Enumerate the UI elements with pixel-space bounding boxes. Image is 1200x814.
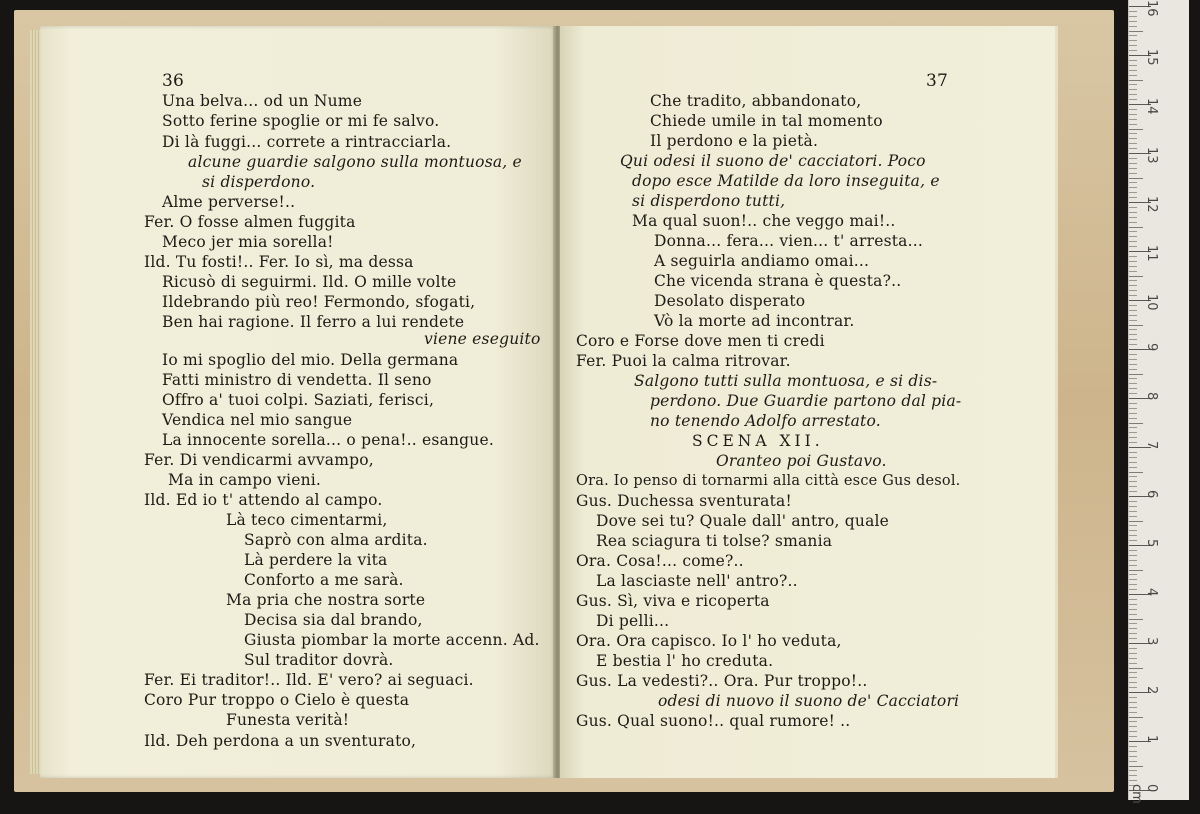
- ruler-tick: [1129, 50, 1137, 51]
- text-line: Gus. Qual suono!.. qual rumore! ..: [576, 712, 851, 730]
- ruler-label: 16: [1144, 0, 1159, 17]
- text-line: Di là fuggi... correte a rintracciarla.: [162, 133, 452, 151]
- text-line: Vò la morte ad incontrar.: [654, 312, 855, 330]
- ruler-tick: [1129, 133, 1137, 134]
- ruler-tick: [1129, 550, 1137, 551]
- ruler-tick: [1129, 525, 1137, 526]
- ruler-tick: [1129, 173, 1137, 174]
- ruler-tick: [1129, 467, 1137, 468]
- ruler-tick: [1129, 457, 1137, 458]
- ruler-tick: [1129, 574, 1137, 575]
- ruler-label: 8: [1144, 392, 1159, 401]
- ruler-tick: [1129, 354, 1137, 355]
- ruler-tick: [1129, 182, 1137, 183]
- ruler-tick: [1129, 359, 1137, 360]
- ruler-tick: [1129, 378, 1137, 379]
- ruler-tick: [1129, 486, 1137, 487]
- ruler-label: 3: [1144, 637, 1159, 646]
- ruler-tick: [1129, 383, 1137, 384]
- scene-heading: SCENA XII.: [692, 432, 824, 450]
- text-line: Ma in campo vieni.: [168, 471, 322, 489]
- ruler-label: 5: [1144, 539, 1159, 548]
- text-line: Io mi spoglio del mio. Della germana: [162, 351, 459, 369]
- ruler-tick: [1129, 476, 1137, 477]
- text-line: Offro a' tuoi colpi. Saziati, ferisci,: [162, 391, 435, 409]
- ruler-tick: [1129, 65, 1137, 66]
- ruler-tick: [1129, 780, 1137, 781]
- ruler-tick: [1129, 21, 1137, 22]
- stage-direction: viene eseguito: [424, 330, 541, 348]
- text-line: Ild. Tu fosti!.. Fer. Io sì, ma dessa: [144, 253, 414, 271]
- ruler-tick: [1129, 658, 1137, 659]
- ruler-tick: [1129, 570, 1143, 571]
- ruler-tick: [1129, 584, 1137, 585]
- ruler-label: 14: [1144, 98, 1159, 115]
- text-line: Ora. Cosa!... come?..: [576, 552, 744, 570]
- ruler-tick: [1129, 687, 1137, 688]
- text-line: Ildebrando più reo! Fermondo, sfogati,: [162, 293, 476, 311]
- ruler-tick: [1129, 472, 1143, 473]
- ruler-tick: [1129, 491, 1137, 492]
- text-line: Donna... fera... vien... t' arresta...: [654, 232, 923, 250]
- text-line: Gus. Duchessa sventurata!: [576, 492, 792, 510]
- text-line: Fer. Puoi la calma ritrovar.: [576, 352, 791, 370]
- ruler-tick: [1129, 766, 1143, 767]
- ruler-tick: [1129, 403, 1137, 404]
- ruler-tick: [1129, 516, 1137, 517]
- ruler-tick: [1129, 236, 1137, 237]
- ruler-tick: [1129, 261, 1137, 262]
- text-line: Coro Pur troppo o Cielo è questa: [144, 691, 410, 709]
- ruler-tick: [1129, 746, 1137, 747]
- text-line: Dove sei tu? Quale dall' antro, quale: [596, 512, 890, 530]
- ruler-tick: [1129, 413, 1137, 414]
- ruler-tick: [1129, 511, 1137, 512]
- ruler-tick: [1129, 393, 1137, 394]
- ruler-tick: [1129, 246, 1137, 247]
- ruler-tick: [1129, 70, 1137, 71]
- ruler-tick: [1129, 481, 1137, 482]
- ruler-label: 10: [1144, 294, 1159, 311]
- ruler-tick: [1129, 579, 1137, 580]
- left-page: [40, 26, 556, 778]
- text-line: La innocente sorella... o pena!.. esangue.: [162, 431, 494, 449]
- text-line: Decisa sia dal brando,: [244, 611, 423, 629]
- ruler-tick: [1129, 266, 1137, 267]
- ruler-tick: [1129, 432, 1137, 433]
- ruler-tick: [1129, 11, 1137, 12]
- measuring-ruler: [1128, 0, 1189, 804]
- ruler-tick: [1129, 45, 1137, 46]
- ruler-tick: [1129, 212, 1137, 213]
- ruler-tick: [1129, 168, 1137, 169]
- ruler-tick: [1129, 192, 1137, 193]
- ruler-tick: [1129, 530, 1137, 531]
- ruler-tick: [1129, 158, 1137, 159]
- ruler-tick: [1129, 521, 1143, 522]
- text-line: Il perdono e la pietà.: [650, 132, 819, 150]
- ruler-label: 4: [1144, 588, 1159, 597]
- text-line: Gus. Sì, viva e ricoperta: [576, 592, 770, 610]
- ruler-tick: [1129, 599, 1137, 600]
- text-line: Ora. Ora capisco. Io l' ho veduta,: [576, 632, 842, 650]
- stage-direction: si disperdono tutti,: [632, 192, 786, 210]
- ruler-tick: [1129, 565, 1137, 566]
- ruler-tick: [1129, 276, 1143, 277]
- ruler-tick: [1129, 756, 1137, 757]
- text-line: Ma qual suon!.. che veggo mai!..: [632, 212, 896, 230]
- ruler-tick: [1129, 241, 1137, 242]
- text-line: Desolato disperato: [654, 292, 806, 310]
- scene-subtitle: Oranteo poi Gustavo.: [716, 452, 887, 470]
- ruler-tick: [1129, 80, 1143, 81]
- stage-direction: dopo esce Matilde da loro inseguita, e: [632, 172, 940, 190]
- stage-direction: no tenendo Adolfo arrestato.: [650, 412, 881, 430]
- ruler-tick: [1129, 648, 1137, 649]
- ruler-tick: [1129, 374, 1143, 375]
- ruler-tick: [1129, 677, 1137, 678]
- ruler-label: 15: [1144, 49, 1159, 66]
- ruler-tick: [1129, 751, 1137, 752]
- text-line: Conforto a me sarà.: [244, 571, 404, 589]
- ruler-tick: [1129, 736, 1137, 737]
- ruler-tick: [1129, 364, 1137, 365]
- text-line: Sul traditor dovrà.: [244, 651, 394, 669]
- ruler-tick: [1129, 423, 1143, 424]
- ruler-tick: [1129, 222, 1137, 223]
- ruler-tick: [1129, 452, 1137, 453]
- text-line: Sotto ferine spoglie or mi fe salvo.: [162, 112, 440, 130]
- text-line: Ild. Deh perdona a un sventurato,: [144, 732, 417, 750]
- text-line: Funesta verità!: [226, 711, 350, 729]
- ruler-tick: [1129, 94, 1137, 95]
- text-line: Vendica nel mio sangue: [162, 411, 353, 429]
- ruler-tick: [1129, 462, 1137, 463]
- ruler-tick: [1129, 775, 1137, 776]
- text-line: Ben hai ragione. Il ferro a lui rendete: [162, 313, 465, 331]
- ruler-tick: [1129, 721, 1137, 722]
- ruler-tick: [1129, 256, 1137, 257]
- ruler-tick: [1129, 124, 1137, 125]
- text-line: Fer. Ei traditor!.. Ild. E' vero? ai seguaci.: [144, 671, 474, 689]
- ruler-tick: [1129, 663, 1137, 664]
- ruler-tick: [1129, 707, 1137, 708]
- stage-direction: perdono. Due Guardie partono dal pia-: [650, 392, 962, 410]
- ruler-tick: [1129, 89, 1137, 90]
- ruler-tick: [1129, 231, 1137, 232]
- ruler-tick: [1129, 604, 1137, 605]
- ruler-tick: [1129, 119, 1137, 120]
- stage-direction: alcune guardie salgono sulla montuosa, e: [188, 153, 522, 171]
- text-line: Rea sciagura ti tolse? smania: [596, 532, 833, 550]
- text-line: Ild. Ed io t' attendo al campo.: [144, 491, 383, 509]
- ruler-tick: [1129, 633, 1137, 634]
- ruler-tick: [1129, 717, 1143, 718]
- ruler-tick: [1129, 109, 1137, 110]
- ruler-tick: [1129, 672, 1137, 673]
- ruler-tick: [1129, 60, 1137, 61]
- ruler-tick: [1129, 623, 1137, 624]
- ruler-tick: [1129, 668, 1143, 669]
- ruler-tick: [1129, 138, 1137, 139]
- ruler-label: 13: [1144, 147, 1159, 164]
- ruler-tick: [1129, 770, 1137, 771]
- ruler-tick: [1129, 40, 1137, 41]
- right-page: [560, 26, 1058, 778]
- ruler-tick: [1129, 761, 1137, 762]
- ruler-tick: [1129, 555, 1137, 556]
- ruler-tick: [1129, 697, 1137, 698]
- text-line: Coro e Forse dove men ti credi: [576, 332, 825, 350]
- ruler-tick: [1129, 285, 1137, 286]
- ruler-tick: [1129, 271, 1137, 272]
- ruler-tick: [1129, 540, 1137, 541]
- ruler-tick: [1129, 35, 1137, 36]
- ruler-tick: [1129, 506, 1137, 507]
- ruler-label: 2: [1144, 686, 1159, 695]
- ruler-tick: [1129, 334, 1137, 335]
- ruler-tick: [1129, 388, 1137, 389]
- ruler-tick: [1129, 290, 1137, 291]
- ruler-tick: [1129, 129, 1143, 130]
- ruler-tick: [1129, 148, 1137, 149]
- ruler-tick: [1129, 609, 1137, 610]
- ruler-tick: [1129, 16, 1137, 17]
- text-line: Là teco cimentarmi,: [226, 511, 388, 529]
- text-line: Giusta piombar la morte accenn. Ad.: [244, 631, 540, 649]
- ruler-tick: [1129, 628, 1137, 629]
- ruler-tick: [1129, 501, 1137, 502]
- ruler-tick: [1129, 75, 1137, 76]
- ruler-label: 0 cm: [1129, 784, 1159, 804]
- ruler-tick: [1129, 143, 1137, 144]
- text-line: Alme perverse!..: [162, 193, 296, 211]
- ruler-tick: [1129, 614, 1137, 615]
- text-line: Che vicenda strana è questa?..: [654, 272, 902, 290]
- text-line: E bestia l' ho creduta.: [596, 652, 774, 670]
- ruler-tick: [1129, 217, 1137, 218]
- text-line: A seguirla andiamo omai...: [654, 252, 870, 270]
- ruler-tick: [1129, 712, 1137, 713]
- text-line: Ma pria che nostra sorte: [226, 591, 426, 609]
- ruler-tick: [1129, 187, 1137, 188]
- ruler-tick: [1129, 295, 1137, 296]
- ruler-tick: [1129, 207, 1137, 208]
- text-line: Fer. O fosse almen fuggita: [144, 213, 356, 231]
- ruler-tick: [1129, 369, 1137, 370]
- ruler-tick: [1129, 437, 1137, 438]
- ruler-tick: [1129, 408, 1137, 409]
- ruler-tick: [1129, 638, 1137, 639]
- ruler-tick: [1129, 702, 1137, 703]
- ruler-tick: [1129, 535, 1137, 536]
- text-line: Ora. Io penso di tornarmi alla città esce Gus desol.: [576, 473, 961, 489]
- text-line: Ricusò di seguirmi. Ild. O mille volte: [162, 273, 457, 291]
- ruler-tick: [1129, 325, 1143, 326]
- text-line: Fatti ministro di vendetta. Il seno: [162, 371, 432, 389]
- ruler-tick: [1129, 305, 1137, 306]
- text-line: La lasciaste nell' antro?..: [596, 572, 798, 590]
- ruler-tick: [1129, 31, 1143, 32]
- ruler-tick: [1129, 163, 1137, 164]
- ruler-tick: [1129, 442, 1137, 443]
- ruler-tick: [1129, 560, 1137, 561]
- ruler-tick: [1129, 339, 1137, 340]
- ruler-tick: [1129, 320, 1137, 321]
- text-line: Di pelli...: [596, 612, 670, 630]
- stage-direction: Qui odesi il suono de' cacciatori. Poco: [620, 152, 926, 170]
- ruler-tick: [1129, 280, 1137, 281]
- text-line: Meco jer mia sorella!: [162, 233, 334, 251]
- ruler-tick: [1129, 315, 1137, 316]
- ruler-tick: [1129, 310, 1137, 311]
- ruler-label: 12: [1144, 196, 1159, 213]
- text-line: Fer. Di vendicarmi avvampo,: [144, 451, 374, 469]
- ruler-label: 6: [1144, 490, 1159, 499]
- ruler-tick: [1129, 114, 1137, 115]
- page-number: 37: [926, 71, 949, 91]
- page-number: 36: [162, 71, 185, 91]
- ruler-tick: [1129, 653, 1137, 654]
- stage-direction: si disperdono.: [202, 173, 316, 191]
- ruler-label: 7: [1144, 441, 1159, 450]
- ruler-tick: [1129, 344, 1137, 345]
- ruler-tick: [1129, 178, 1143, 179]
- ruler-tick: [1129, 99, 1137, 100]
- stage-direction: odesi di nuovo il suono de' Cacciatori: [658, 692, 960, 710]
- text-line: Una belva... od un Nume: [162, 92, 363, 110]
- ruler-tick: [1129, 227, 1143, 228]
- ruler-label: 9: [1144, 343, 1159, 352]
- text-line: Che tradito, abbandonato,: [650, 92, 862, 110]
- stage-direction: Salgono tutti sulla montuosa, e si dis-: [634, 372, 938, 390]
- ruler-tick: [1129, 418, 1137, 419]
- ruler-tick: [1129, 329, 1137, 330]
- ruler-label: 1: [1144, 735, 1159, 744]
- ruler-tick: [1129, 197, 1137, 198]
- ruler-tick: [1129, 84, 1137, 85]
- ruler-tick: [1129, 731, 1137, 732]
- ruler-tick: [1129, 726, 1137, 727]
- ruler-tick: [1129, 26, 1137, 27]
- text-line: Gus. La vedesti?.. Ora. Pur troppo!..: [576, 672, 868, 690]
- text-line: Là perdere la vita: [244, 551, 388, 569]
- ruler-tick: [1129, 619, 1143, 620]
- ruler-tick: [1129, 682, 1137, 683]
- ruler-tick: [1129, 589, 1137, 590]
- text-line: Saprò con alma ardita.: [244, 531, 428, 549]
- text-line: Chiede umile in tal momento: [650, 112, 883, 130]
- ruler-label: 11: [1144, 245, 1159, 262]
- ruler-tick: [1129, 427, 1137, 428]
